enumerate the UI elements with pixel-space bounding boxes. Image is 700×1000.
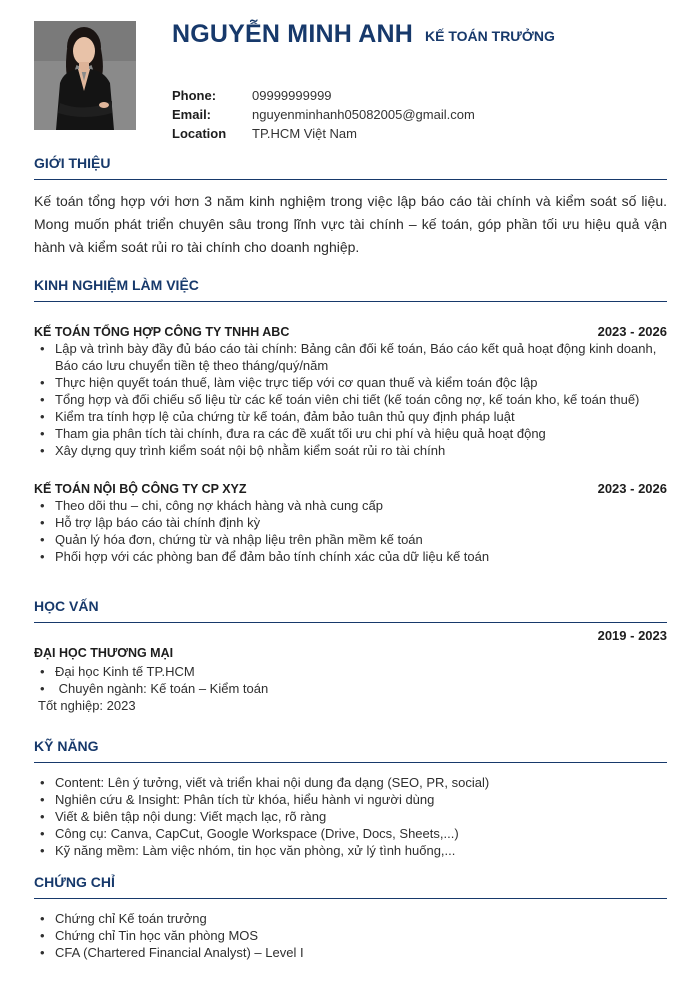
list-item: • Kỹ năng mềm: Làm việc nhóm, tin học văn phòng, xử lý tình huống,... bbox=[34, 842, 667, 859]
contact-row-email bbox=[172, 105, 475, 124]
skills-section bbox=[34, 738, 667, 859]
list-item: • Chứng chỉ Kế toán trưởng bbox=[34, 910, 667, 927]
experience-section bbox=[34, 277, 667, 565]
list-item: • Lập và trình bày đầy đủ báo cáo tài chính: Bảng cân đối kế toán, Báo cáo kết quả hoạt động kinh doanh, Báo cáo lưu chuyển tiền tệ theo tháng/quý/năm bbox=[34, 340, 667, 374]
job-entry bbox=[34, 324, 667, 459]
contact-label: Phone: bbox=[172, 88, 217, 103]
section-title: HỌC VẤN bbox=[34, 598, 667, 623]
section-title: GIỚI THIỆU bbox=[34, 155, 667, 180]
job-title: KẾ TOÁN NỘI BỘ CÔNG TY CP XYZ bbox=[34, 482, 247, 496]
location-value: TP.HCM Việt Nam bbox=[252, 126, 357, 141]
job-bullets bbox=[34, 340, 667, 459]
list-item: • CFA (Chartered Financial Analyst) – Level I bbox=[34, 944, 667, 961]
list-item: • Nghiên cứu & Insight: Phân tích từ khóa, hiểu hành vi người dùng bbox=[34, 791, 667, 808]
list-item: • Viết & biên tập nội dung: Viết mạch lạc, rõ ràng bbox=[34, 808, 667, 825]
graduation-year: Tốt nghiệp: 2023 bbox=[38, 698, 136, 713]
job-role: KẾ TOÁN TRƯỞNG bbox=[425, 28, 555, 44]
list-item: • Phối hợp với các phòng ban để đảm bảo tính chính xác của dữ liệu kế toán bbox=[34, 548, 667, 565]
job-entry bbox=[34, 481, 667, 565]
list-item: • Kiểm tra tính hợp lệ của chứng từ kế toán, đảm bảo tuân thủ quy định pháp luật bbox=[34, 408, 667, 425]
contact-label: Location bbox=[172, 126, 227, 141]
phone-value: 09999999999 bbox=[252, 88, 332, 103]
list-item: • Chứng chỉ Tin học văn phòng MOS bbox=[34, 927, 667, 944]
list-item: • Chuyên ngành: Kế toán – Kiểm toán bbox=[34, 680, 667, 697]
profile-photo bbox=[34, 21, 136, 130]
job-date: 2023 - 2026 bbox=[597, 481, 667, 496]
section-title: KỸ NĂNG bbox=[34, 738, 667, 763]
job-title: KẾ TOÁN TỔNG HỢP CÔNG TY TNHH ABC bbox=[34, 325, 290, 339]
list-item: • Hỗ trợ lập báo cáo tài chính định kỳ bbox=[34, 514, 667, 531]
education-section bbox=[34, 598, 667, 714]
section-title: CHỨNG CHỈ bbox=[34, 874, 667, 899]
list-item: • Theo dõi thu – chi, công nợ khách hàng và nhà cung cấp bbox=[34, 497, 667, 514]
education-date: 2019 - 2023 bbox=[597, 628, 667, 643]
candidate-name: NGUYỄN MINH ANH bbox=[172, 20, 413, 48]
list-item: • Thực hiện quyết toán thuế, làm việc trực tiếp với cơ quan thuế và kiểm toán độc lập bbox=[34, 374, 667, 391]
section-title: KINH NGHIỆM LÀM VIỆC bbox=[34, 277, 667, 302]
email-value: nguyenminhanh05082005@gmail.com bbox=[252, 107, 475, 122]
list-item: • Tổng hợp và đối chiếu số liệu từ các kế toán viên chi tiết (kế toán công nợ, kế toán kho, kế toán thuế) bbox=[34, 391, 667, 408]
list-item: • Đại học Kinh tế TP.HCM bbox=[34, 663, 667, 680]
education-bullets bbox=[34, 663, 667, 697]
school-name: ĐẠI HỌC THƯƠNG MẠI bbox=[34, 646, 174, 660]
intro-text: Kế toán tổng hợp với hơn 3 năm kinh nghiệm trong việc lập báo cáo tài chính và kiểm soát số liệu. Mong muốn phát triển chuyên sâu trong lĩnh vực tài chính – kế toán, góp phần tối ưu hiệu quả vận hành và kiểm soát rủi ro tài chính cho doanh nghiệp. bbox=[34, 193, 667, 255]
certificates-list bbox=[34, 910, 667, 961]
contact-info bbox=[172, 86, 475, 143]
list-item: • Công cụ: Canva, CapCut, Google Workspace (Drive, Docs, Sheets,...) bbox=[34, 825, 667, 842]
skills-list bbox=[34, 774, 667, 859]
contact-label: Email: bbox=[172, 107, 212, 122]
list-item: • Tham gia phân tích tài chính, đưa ra các đề xuất tối ưu chi phí và hiệu quả hoạt động bbox=[34, 425, 667, 442]
job-date: 2023 - 2026 bbox=[597, 324, 667, 339]
contact-row-location bbox=[172, 124, 475, 143]
contact-row-phone bbox=[172, 86, 475, 105]
list-item: • Quản lý hóa đơn, chứng từ và nhập liệu trên phần mềm kế toán bbox=[34, 531, 667, 548]
list-item: • Xây dựng quy trình kiểm soát nội bộ nhằm kiểm soát rủi ro tài chính bbox=[34, 442, 667, 459]
job-bullets bbox=[34, 497, 667, 565]
list-item: • Content: Lên ý tưởng, viết và triển khai nội dung đa dạng (SEO, PR, social) bbox=[34, 774, 667, 791]
intro-section bbox=[34, 155, 667, 259]
certificates-section bbox=[34, 874, 667, 961]
